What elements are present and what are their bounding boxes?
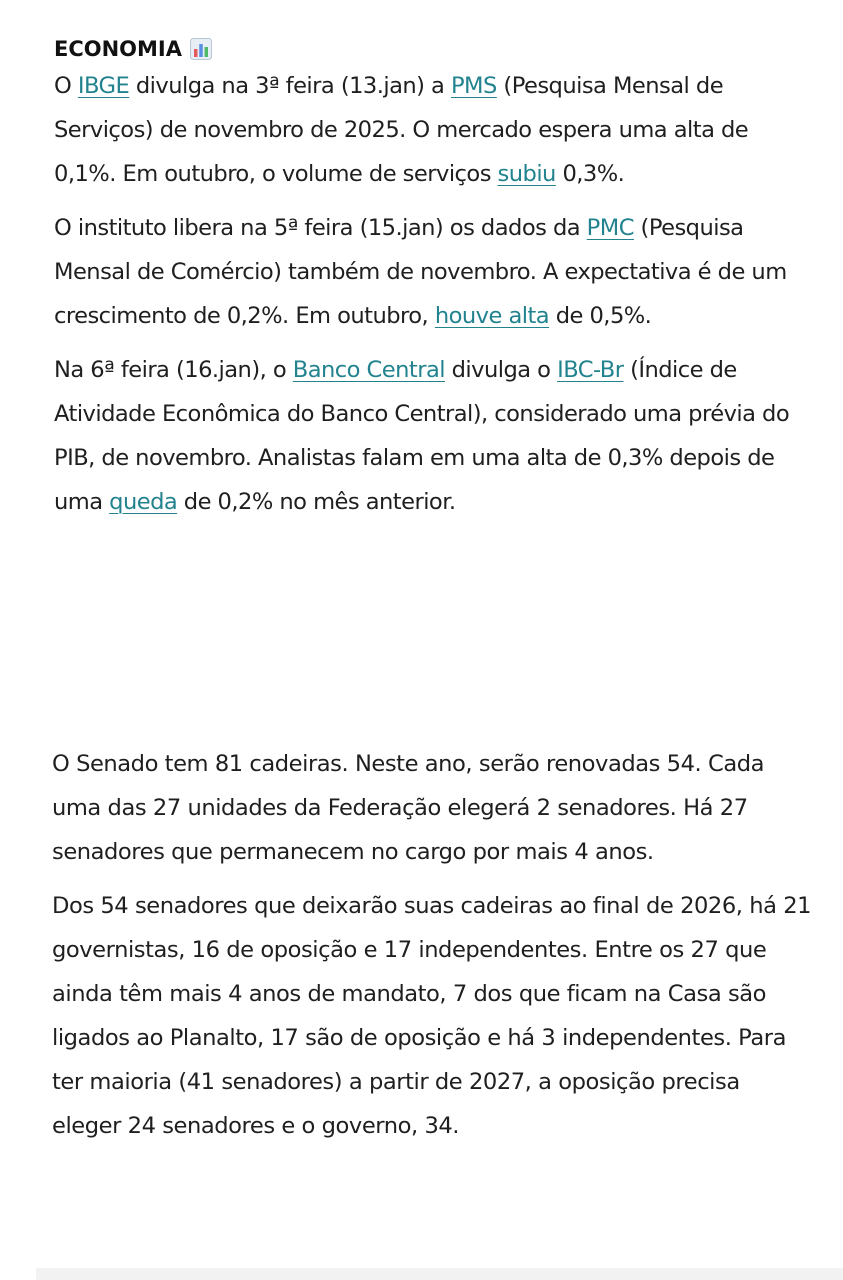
link-pmc[interactable]: PMC <box>586 215 634 241</box>
paragraph-senado-composicao: Dos 54 senadores que deixarão suas cadeiras ao final de 2026, há 21 governistas, 16 de oposição e 17 independentes. Entre os 27 que ainda têm mais 4 anos de mandato, 7 dos que ficam na Casa são ligados ao Planalto, 17 são de oposição e há 3 independentes. Para ter maioria (41 senadores) a partir de 2027, a oposição precisa eleger 24 senadores e o governo, 34. <box>52 893 812 1139</box>
paragraph-pmc: O instituto libera na 5ª feira (15.jan) os dados da PMC (Pesquisa Mensal de Comércio) também de novembro. A expectativa é de um crescimento de 0,2%. Em outubro, houve alta de 0,5%. <box>54 215 787 329</box>
link-subiu[interactable]: subiu <box>497 161 556 187</box>
link-houve-alta[interactable]: houve alta <box>434 303 550 329</box>
senado-section <box>52 742 812 1148</box>
economia-section <box>54 34 804 524</box>
link-banco-central[interactable]: Banco Central <box>292 357 445 383</box>
bottom-divider <box>36 1268 843 1280</box>
economia-heading <box>54 34 804 64</box>
link-ibc-br[interactable]: IBC-Br <box>557 357 624 383</box>
link-pms[interactable]: PMS <box>450 73 497 99</box>
paragraph-senado-cadeiras: O Senado tem 81 cadeiras. Neste ano, serão renovadas 54. Cada uma das 27 unidades da Federação elegerá 2 senadores. Há 27 senadores que permanecem no cargo por mais 4 anos. <box>52 751 764 865</box>
bar-chart-icon <box>190 38 212 60</box>
paragraph-pms: O IBGE divulga na 3ª feira (13.jan) a PMS (Pesquisa Mensal de Serviços) de novembro de 2025. O mercado espera uma alta de 0,1%. Em outubro, o volume de serviços subiu 0,3%. <box>54 73 749 187</box>
paragraph-ibc-br: Na 6ª feira (16.jan), o Banco Central divulga o IBC-Br (Índice de Atividade Econômica do Banco Central), considerado uma prévia do PIB, de novembro. Analistas falam em uma alta de 0,3% depois de uma queda de 0,2% no mês anterior. <box>54 357 790 515</box>
economia-heading-text: ECONOMIA <box>54 37 182 61</box>
link-ibge[interactable]: IBGE <box>77 73 130 99</box>
link-queda[interactable]: queda <box>109 489 178 515</box>
